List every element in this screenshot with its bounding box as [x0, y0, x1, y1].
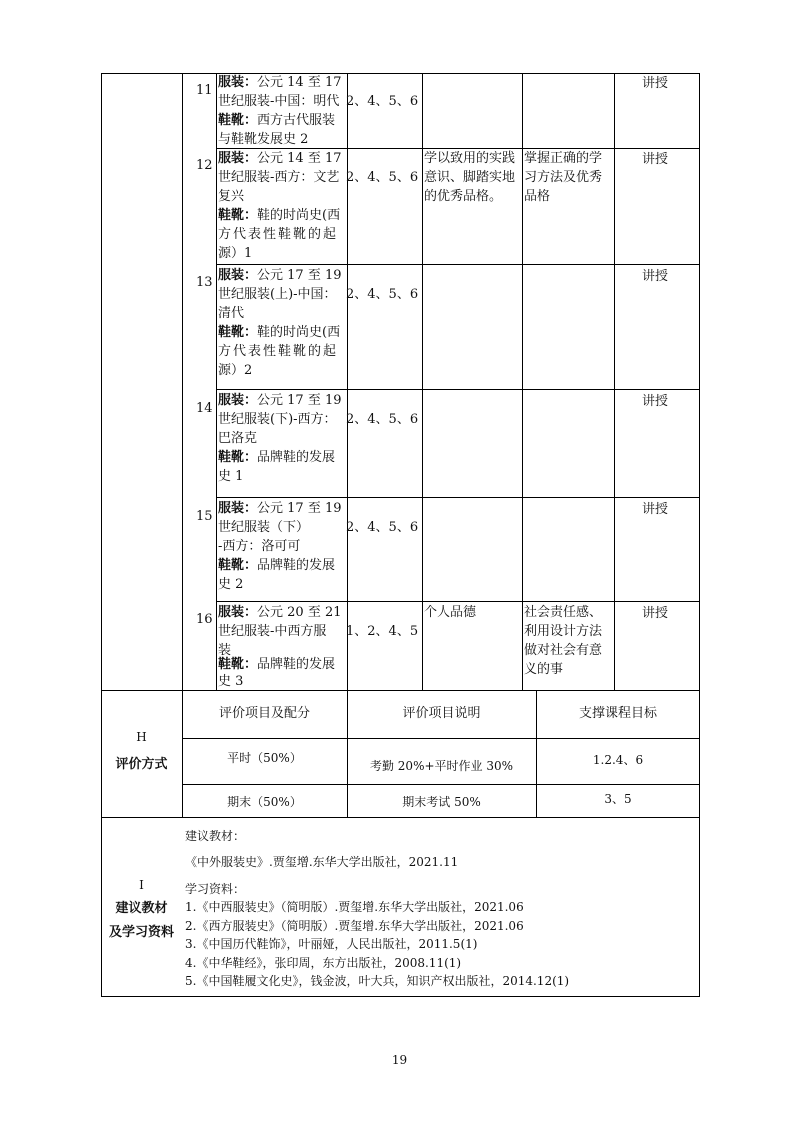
eval-target: 1.2.4、6 — [592, 753, 644, 767]
page-number: 19 — [391, 1053, 408, 1067]
topic-label: 服装： — [218, 605, 258, 620]
topic-text: 方代表性鞋靴的起 — [218, 344, 339, 359]
topic-text: 世纪服装-西方：文艺 — [218, 170, 340, 185]
eval-header-item: 评价项目及配分 — [218, 706, 310, 721]
section-letter: I — [139, 878, 144, 892]
topic-text: 鞋的时尚史(西 — [257, 208, 341, 223]
row-number: 13 — [196, 275, 213, 290]
topic-text: 世纪服装(上)-中国： — [218, 287, 337, 302]
topic-text: 世纪服装（下） — [218, 520, 310, 535]
method-cell: 讲授 — [642, 394, 669, 409]
row-number: 12 — [196, 158, 213, 173]
materials-line: 3.《中国历代鞋饰》，叶丽娅，人民出版社，2011.5(1) — [185, 937, 478, 951]
materials-line: 2.《西方服装史》（简明版）.贾玺增.东华大学出版社，2021.06 — [185, 919, 524, 933]
materials-line: 1.《中西服装史》（简明版）.贾玺增.东华大学出版社，2021.06 — [185, 900, 524, 914]
method-cell: 讲授 — [642, 502, 669, 517]
eval-desc: 期末考试 50% — [402, 795, 481, 809]
method-cell: 讲授 — [642, 606, 669, 621]
topic-text: 品牌鞋的发展 — [257, 558, 336, 573]
topic-text: 史 3 — [218, 674, 244, 689]
topic-label: 服装： — [218, 268, 258, 283]
materials-line: 《中外服装史》.贾玺增.东华大学出版社，2021.11 — [185, 855, 459, 869]
topic-label: 服装： — [218, 393, 258, 408]
eval-header-desc: 评价项目说明 — [402, 706, 481, 721]
topic-text: 史 2 — [218, 577, 244, 592]
section-title: 评价方式 — [115, 757, 168, 772]
row-number: 15 — [196, 509, 213, 524]
topic-label: 服装： — [218, 501, 258, 516]
ethics-line: 习方法及优秀 — [524, 170, 603, 185]
section-letter: H — [136, 730, 147, 744]
section-title: 及学习资料 — [108, 925, 174, 940]
method-cell: 讲授 — [642, 152, 669, 167]
topic-text: 源）2 — [218, 363, 253, 378]
topic-text: 清代 — [218, 306, 245, 321]
topic-text: 公元 14 至 17 — [257, 75, 342, 90]
topic-text: 西方古代服装 — [257, 113, 336, 128]
topic-text: -西方：洛可可 — [218, 539, 301, 554]
topic-label: 鞋靴： — [218, 325, 258, 340]
topic-text: 公元 17 至 19 — [257, 393, 342, 408]
topic-label: 鞋靴： — [218, 450, 258, 465]
topic-text: 品牌鞋的发展 — [257, 450, 336, 465]
topic-label: 鞋靴： — [218, 657, 258, 672]
goals-cell: 2、4、5、6 — [346, 170, 419, 185]
ethics-line: 利用设计方法 — [524, 624, 603, 639]
eval-desc: 考勤 20%+平时作业 30% — [369, 759, 514, 773]
ethics-line: 义的事 — [524, 662, 564, 677]
materials-line: 学习资料： — [185, 882, 246, 896]
method-cell: 讲授 — [642, 269, 669, 284]
topic-text: 方代表性鞋靴的起 — [218, 227, 339, 242]
goals-cell: 2、4、5、6 — [346, 412, 419, 427]
method-cell: 讲授 — [642, 76, 669, 91]
topic-text: 鞋的时尚史(西 — [257, 325, 341, 340]
topic-text: 装 — [218, 643, 232, 658]
goals-cell: 2、4、5、6 — [346, 287, 419, 302]
topic-text: 世纪服装-中西方服 — [218, 624, 327, 639]
goals-cell: 1、2、4、5 — [346, 624, 419, 639]
topic-label: 服装： — [218, 151, 258, 166]
ethics-line: 品格 — [524, 189, 551, 204]
row-number: 14 — [196, 401, 213, 416]
materials-line: 5.《中国鞋履文化史》，钱金波，叶大兵，知识产权出版社，2014.12(1) — [185, 974, 570, 988]
goals-cell: 2、4、5、6 — [346, 520, 419, 535]
topic-text: 公元 20 至 21 — [257, 605, 342, 620]
eval-item: 平时（50%） — [227, 751, 302, 765]
section-title: 建议教材 — [115, 901, 168, 916]
topic-label: 服装： — [218, 75, 258, 90]
eval-target: 3、5 — [604, 792, 632, 806]
topic-text: 源）1 — [218, 246, 253, 261]
topic-label: 鞋靴： — [218, 208, 258, 223]
topic-label: 鞋靴： — [218, 558, 258, 573]
ethics-line: 社会责任感、 — [524, 605, 603, 620]
topic-text: 与鞋靴发展史 2 — [218, 132, 309, 147]
ideology-line: 意识、脚踏实地 — [424, 170, 516, 185]
eval-item: 期末（50%） — [227, 795, 302, 809]
row-number: 16 — [196, 612, 213, 627]
ethics-line: 掌握正确的学 — [524, 151, 603, 166]
topic-text: 公元 17 至 19 — [257, 501, 342, 516]
ethics-line: 做对社会有意 — [524, 643, 603, 658]
ideology-line: 学以致用的实践 — [424, 151, 516, 166]
materials-line: 建议教材： — [185, 829, 246, 843]
eval-header-target: 支撑课程目标 — [578, 706, 657, 721]
topic-text: 公元 17 至 19 — [257, 268, 342, 283]
topic-text: 世纪服装(下)-西方： — [218, 412, 337, 427]
goals-cell: 2、4、5、6 — [346, 94, 419, 109]
row-number: 11 — [196, 83, 213, 98]
materials-line: 4.《中华鞋经》，张印周，东方出版社，2008.11(1) — [185, 956, 462, 970]
topic-text: 巴洛克 — [218, 431, 258, 446]
topic-text: 世纪服装-中国：明代 — [218, 94, 340, 109]
topic-text: 史 1 — [218, 469, 244, 484]
topic-label: 鞋靴： — [218, 113, 258, 128]
ideology-line: 个人品德 — [424, 605, 477, 620]
ideology-line: 的优秀品格。 — [424, 189, 503, 204]
topic-text: 公元 14 至 17 — [257, 151, 342, 166]
topic-text: 复兴 — [218, 189, 245, 204]
topic-text: 品牌鞋的发展 — [257, 657, 336, 672]
